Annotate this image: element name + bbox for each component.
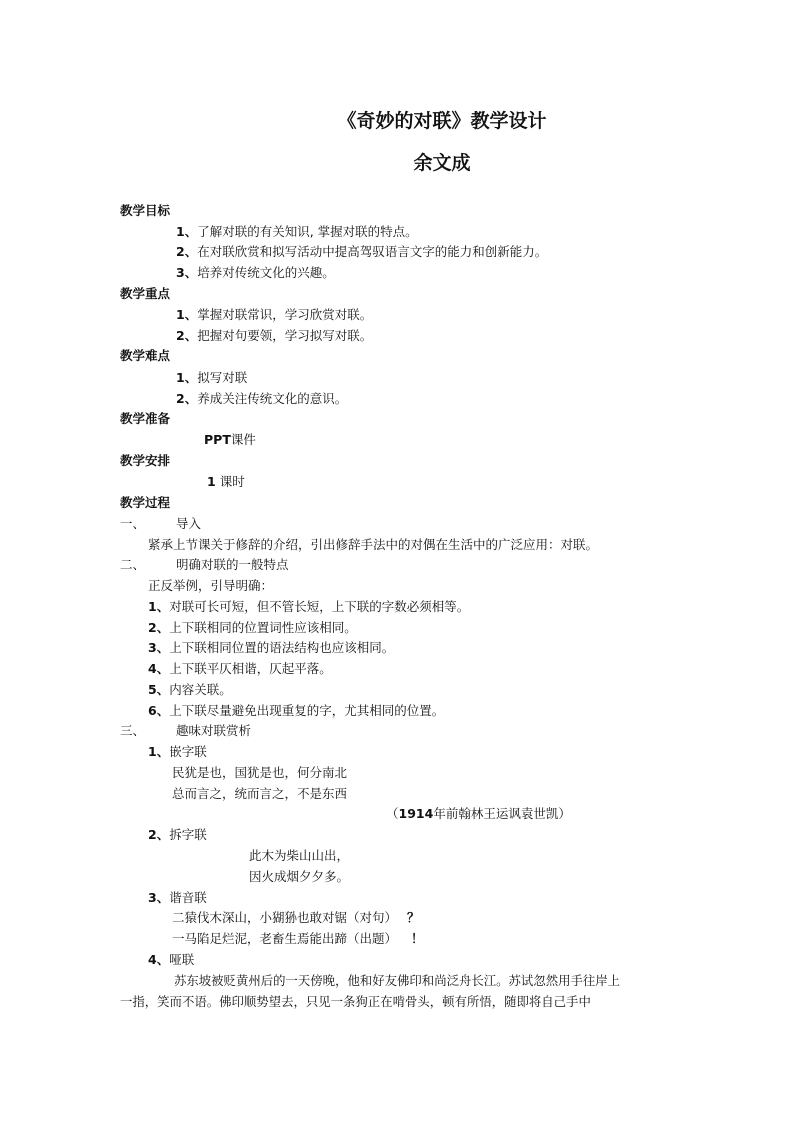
keypoint-num: 1、 <box>176 307 198 322</box>
schedule-text: 课时 <box>219 474 245 489</box>
difficulty-item-2 <box>176 391 347 407</box>
feature-text: 对联可长可短，但不管长短，上下联的字数必须相等。 <box>169 599 470 614</box>
goal-text: 了解对联的有关知识, 掌握对联的特点。 <box>197 224 418 239</box>
goal-item-3 <box>176 265 335 281</box>
couplet-3-line-1 <box>172 910 420 926</box>
section-1-num: 一、 <box>120 516 146 531</box>
difficulties-heading: 教学难点 <box>120 348 171 363</box>
couplet-2-line-1: 此木为柴山山出， <box>249 848 350 863</box>
section-2-num: 二、 <box>120 557 146 572</box>
feature-num: 4、 <box>148 661 170 676</box>
feature-item-2 <box>148 620 357 636</box>
schedule-heading: 教学安排 <box>120 453 171 468</box>
couplet-num: 3、 <box>148 890 170 905</box>
section-3-title: 趣味对联赏析 <box>176 723 252 738</box>
feature-text: 上下联相同的位置词性应该相同。 <box>169 620 357 635</box>
feature-text: 内容关联。 <box>169 682 232 697</box>
schedule-item <box>207 474 245 490</box>
section-1-body: 紧承上节课关于修辞的介绍，引出修辞手法中的对偶在生活中的广泛应用：对联。 <box>148 537 599 552</box>
section-3-num: 三、 <box>120 723 146 738</box>
process-heading: 教学过程 <box>120 495 171 510</box>
preparation-item <box>204 432 256 448</box>
note-year: 1914 <box>398 806 434 821</box>
feature-item-1 <box>148 599 469 615</box>
couplet-4-para-2: 一指，笑而不语。佛印顺势望去，只见一条狗正在啃骨头，顿有所悟，随即将自己手中 <box>120 994 591 1009</box>
page-title: 《奇妙的对联》教学设计 <box>337 110 547 132</box>
couplet-2-line-2: 因火成烟夕夕多。 <box>249 869 350 884</box>
keypoint-text: 掌握对联常识，学习欣赏对联。 <box>197 307 373 322</box>
goal-item-2 <box>176 244 547 260</box>
couplet-1-line-1: 民犹是也，国犹是也，何分南北 <box>172 765 348 780</box>
schedule-num: 1 <box>207 474 216 489</box>
keypoint-item-1 <box>176 307 372 323</box>
couplet-3-line-2 <box>172 931 424 947</box>
exclamation-mark: ！ <box>411 931 424 946</box>
couplet-title: 谐音联 <box>169 890 207 905</box>
difficulty-num: 2、 <box>176 391 198 406</box>
author-name: 余文成 <box>413 152 471 174</box>
section-2-title: 明确对联的一般特点 <box>176 557 289 572</box>
feature-num: 3、 <box>148 640 170 655</box>
section-2-intro: 正反举例，引导明确： <box>148 578 274 593</box>
couplet-2-heading <box>148 827 207 843</box>
couplet-title: 哑联 <box>169 952 195 967</box>
feature-item-3 <box>148 640 394 656</box>
difficulty-text: 养成关注传统文化的意识。 <box>197 391 348 406</box>
keypoints-heading: 教学重点 <box>120 286 171 301</box>
difficulty-item-1 <box>176 370 247 386</box>
couplet-4-heading <box>148 952 194 968</box>
section-1-title: 导入 <box>176 516 202 531</box>
question-mark: ？ <box>407 910 420 925</box>
goals-heading: 教学目标 <box>120 203 171 218</box>
couplet-title: 拆字联 <box>169 827 207 842</box>
difficulty-text: 拟写对联 <box>197 370 248 385</box>
goal-num: 1、 <box>176 224 198 239</box>
goal-num: 3、 <box>176 265 198 280</box>
couplet-1-heading <box>148 744 207 760</box>
goal-num: 2、 <box>176 244 198 259</box>
goal-item-1 <box>176 224 418 240</box>
preparation-heading: 教学准备 <box>120 411 171 426</box>
couplet-3-heading <box>148 890 207 906</box>
preparation-ppt: PPT <box>204 432 231 447</box>
feature-num: 6、 <box>148 703 170 718</box>
feature-num: 5、 <box>148 682 170 697</box>
couplet-line-text: 一马陷足烂泥，老畜生焉能出蹄（出题） <box>172 931 398 946</box>
difficulty-num: 1、 <box>176 370 198 385</box>
couplet-num: 4、 <box>148 952 170 967</box>
feature-num: 2、 <box>148 620 170 635</box>
note-text: 年前翰林王运讽袁世凯） <box>433 806 571 821</box>
keypoint-item-2 <box>176 328 372 344</box>
feature-item-4 <box>148 661 332 677</box>
couplet-title: 嵌字联 <box>169 744 207 759</box>
keypoint-num: 2、 <box>176 328 198 343</box>
goal-text: 在对联欣赏和拟写活动中提高驾驭语言文字的能力和创新能力。 <box>197 244 548 259</box>
feature-text: 上下联尽量避免出现重复的字，尤其相同的位置。 <box>169 703 445 718</box>
feature-item-5 <box>148 682 232 698</box>
feature-item-6 <box>148 703 444 719</box>
feature-num: 1、 <box>148 599 170 614</box>
couplet-num: 2、 <box>148 827 170 842</box>
couplet-4-para-1: 苏东坡被贬黄州后的一天傍晚，他和好友佛印和尚泛舟长江。苏试忽然用手往岸上 <box>174 973 621 988</box>
couplet-line-text: 二猿伐木深山，小猢狲也敢对锯（对句） <box>172 910 398 925</box>
couplet-1-line-2: 总而言之，统而言之，不是东西 <box>172 786 348 801</box>
couplet-num: 1、 <box>148 744 170 759</box>
keypoint-text: 把握对句要领，学习拟写对联。 <box>197 328 373 343</box>
feature-text: 上下联相同位置的语法结构也应该相同。 <box>169 640 395 655</box>
feature-text: 上下联平仄相谐，仄起平落。 <box>169 661 332 676</box>
note-open: （ <box>386 806 399 821</box>
goal-text: 培养对传统文化的兴趣。 <box>197 265 335 280</box>
preparation-text: 课件 <box>230 432 256 447</box>
couplet-1-note <box>386 806 571 822</box>
